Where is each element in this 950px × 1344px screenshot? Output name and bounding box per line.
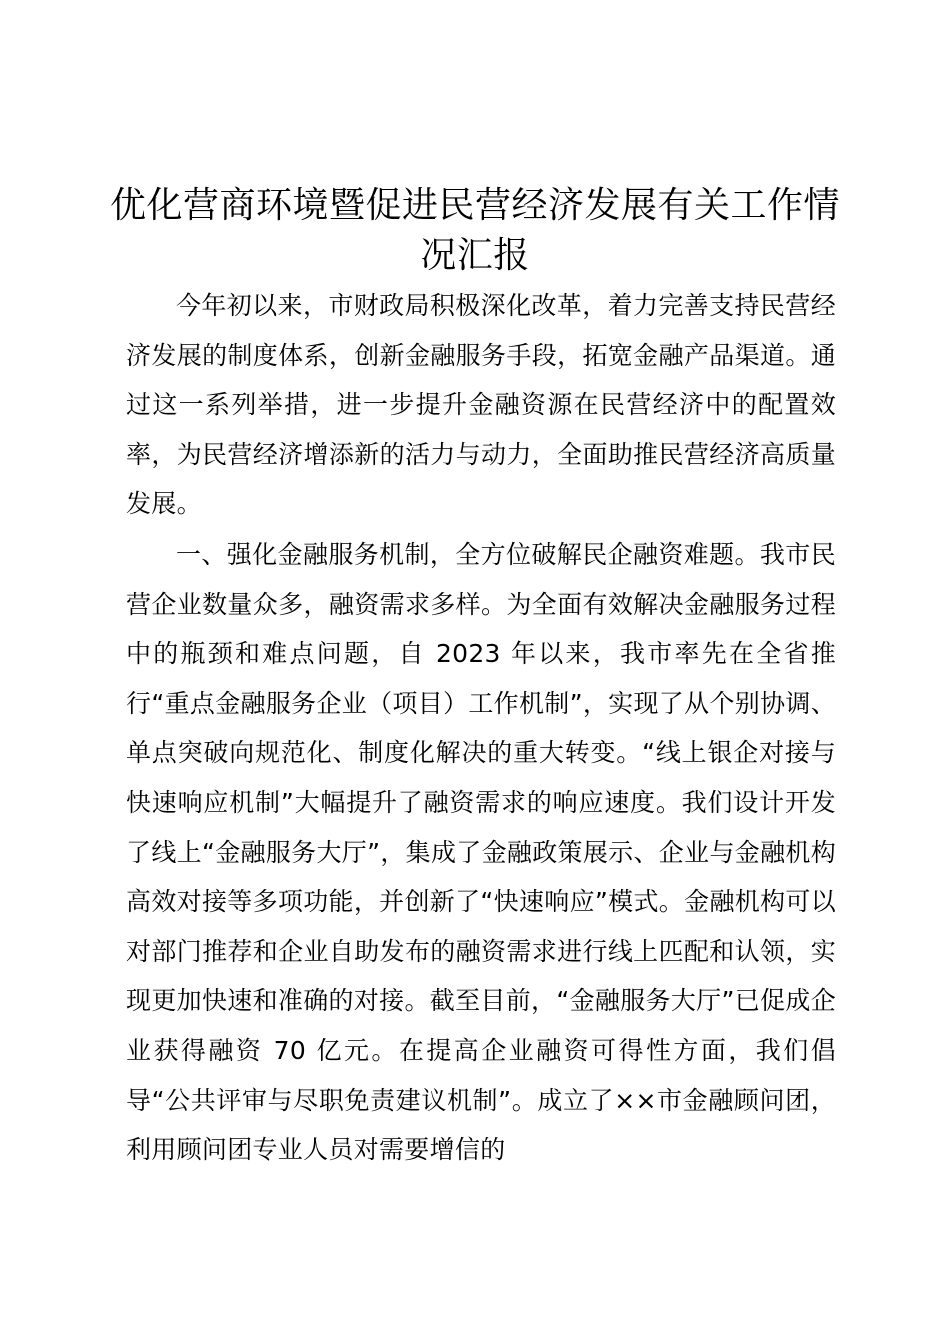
paragraph-intro: 今年初以来，市财政局积极深化改革，着力完善支持民营经济发展的制度体系，创新金融服务手段，拓宽金融产品渠道。通过这一系列举措，进一步提升金融资源在民营经济中的配置效率，为民营经济增添新的活力与动力，全面助推民营经济高质量发展。: [126, 291, 836, 519]
document-title: 优化营商环境暨促进民营经济发展有关工作情况汇报: [110, 185, 841, 276]
paragraph-section-1: 一、强化金融服务机制，全方位破解民企融资难题。我市民营企业数量众多，融资需求多样。为全面有效解决金融服务过程中的瓶颈和难点问题，自 2023 年以来，我市率先在全省推行“重点金融服务企业（项目）工作机制”，实现了从个别协调、单点突破向规范化、制度化解决的重大转变。“线上银企对接与快速响应机制”大幅提升了融资需求的响应速度。我们设计开发了线上“金融服务大厅”，集成了金融政策展示、企业与金融机构高效对接等多项功能，并创新了“快速响应”模式。金融机构可以对部门推荐和企业自助发布的融资需求进行线上匹配和认领，实现更加快速和准确的对接。截至目前，“金融服务大厅”已促成企业获得融资 70 亿元。在提高企业融资可得性方面，我们倡导“公共评审与尽职免责建议机制”。成立了××市金融顾问团，利用顾问团专业人员对需要增信的: [126, 540, 836, 1165]
